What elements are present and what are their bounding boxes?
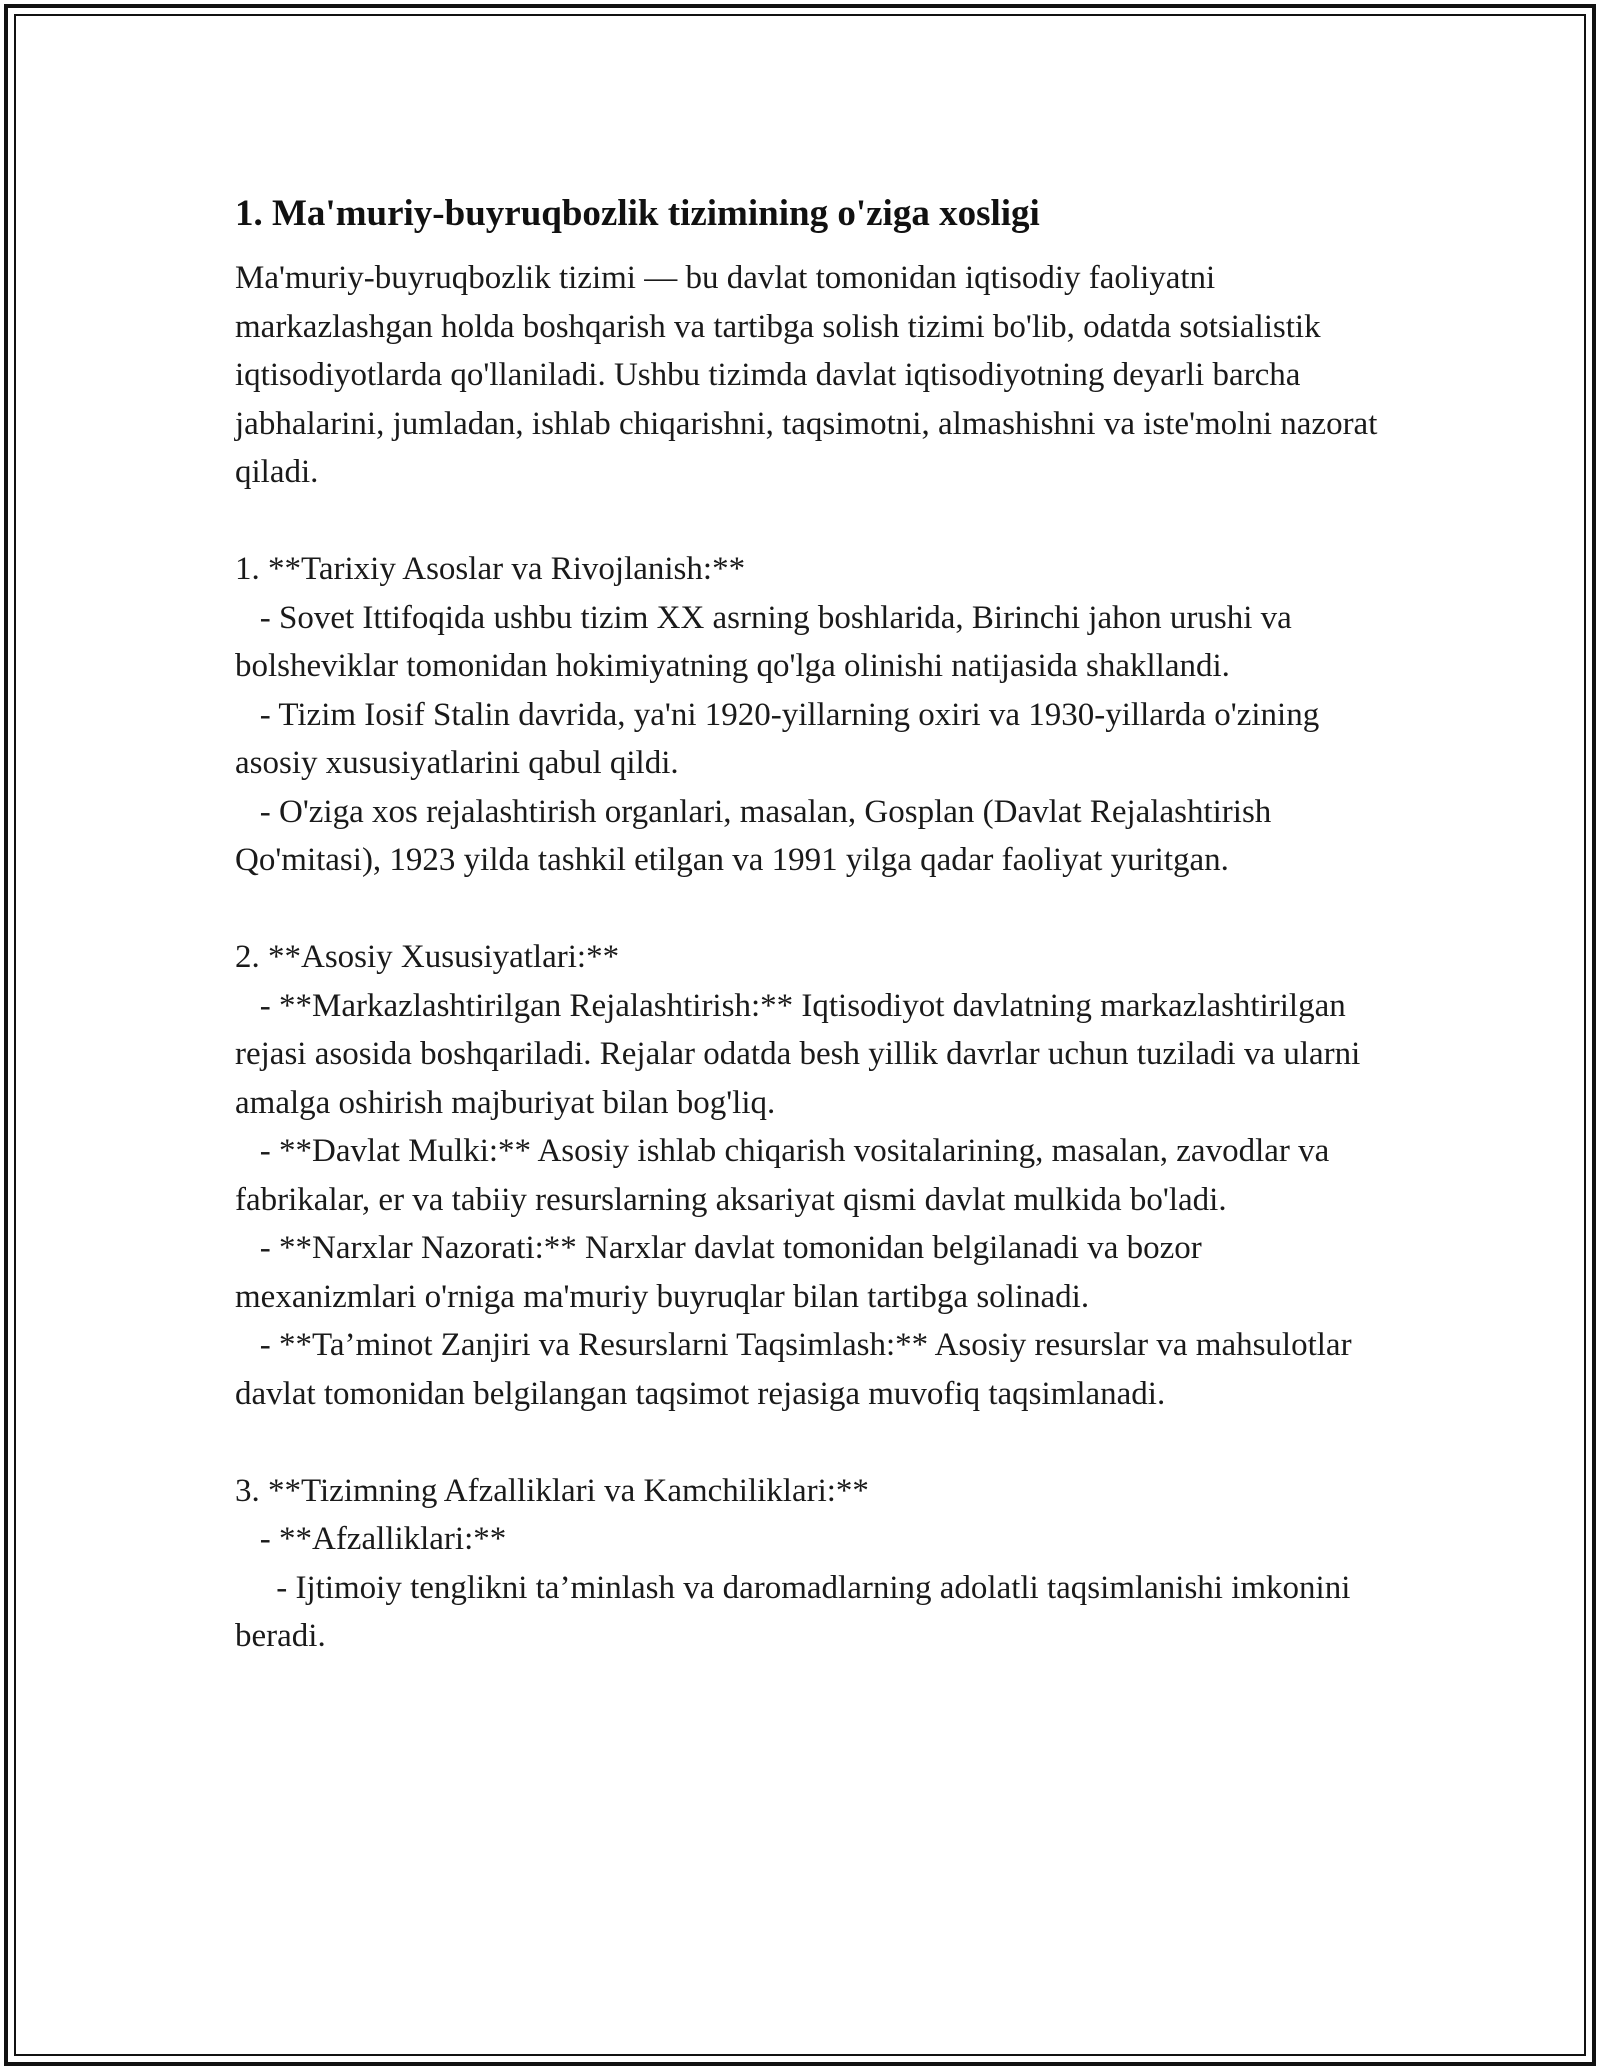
- intro-paragraph: Ma'muriy-buyruqbozlik tizimi — bu davlat tomonidan iqtisodiy faoliyatni markazlashgan holda boshqarish va tartibga solish tizimi bo'lib, odatda sotsialistik iqtisodiyotlarda qo'llaniladi. Ushbu tizimda davlat iqtisodiyotning deyarli barcha jabhalarini, jumladan, ishlab chiqarishni, taqsimotni, almashishni va iste'molni nazorat qiladi.: [235, 260, 1386, 490]
- list-item: - Ijtimoiy tenglikni ta’minlash va daromadlarning adolatli taqsimlanishi imkonini beradi.: [235, 1569, 1359, 1654]
- section-title: 1. **Tarixiy Asoslar va Rivojlanish:**: [235, 551, 746, 587]
- list-item: - O'ziga xos rejalashtirish organlari, masalan, Gosplan (Davlat Rejalashtirish Qo'mitasi), 1923 yilda tashkil etilgan va 1991 yilga qadar faoliyat yuritgan.: [235, 793, 1280, 878]
- section-title: 3. **Tizimning Afzalliklari va Kamchiliklari:**: [235, 1472, 869, 1509]
- section-title: 2. **Asosiy Xususiyatlari:**: [235, 939, 620, 975]
- list-item: - **Afzalliklari:**: [235, 1521, 507, 1557]
- list-item: - **Markazlashtirilgan Rejalashtirish:** Iqtisodiyot davlatning markazlashtirilgan rejasi asosida boshqariladi. Rejalar odatda besh yillik davrlar uchun tuziladi va ularni amalga oshirish majburiyat bilan bog'liq.: [235, 987, 1369, 1121]
- section-pros-cons: [235, 1467, 1385, 1661]
- document-heading: 1. Ma'muriy-buyruqbozlik tizimining o'ziga xosligi: [235, 193, 1040, 234]
- list-item: - Tizim Iosif Stalin davrida, ya'ni 1920-yillarning oxiri va 1930-yillarda o'zining asosiy xususiyatlarini qabul qildi.: [235, 696, 1328, 781]
- list-item: - **Davlat Mulki:** Asosiy ishlab chiqarish vositalarining, masalan, zavodlar va fabrikalar, er va tabiiy resurslarning aksariyat qismi davlat mulkida bo'ladi.: [235, 1133, 1338, 1218]
- section-features: [235, 933, 1385, 1418]
- list-item: - **Narxlar Nazorati:** Narxlar davlat tomonidan belgilanadi va bozor mexanizmlari o'rniga ma'muriy buyruqlar bilan tartibga solinadi.: [235, 1230, 1210, 1315]
- section-history: [235, 545, 1385, 885]
- list-item: - Sovet Ittifoqida ushbu tizim XX asrning boshlarida, Birinchi jahon urushi va bolsheviklar tomonidan hokimiyatning qo'lga olinishi natijasida shakllandi.: [235, 599, 1301, 684]
- list-item: - **Ta’minot Zanjiri va Resurslarni Taqsimlash:** Asosiy resurslar va mahsulotlar davlat tomonidan belgilangan taqsimot rejasiga muvofiq taqsimlanadi.: [235, 1327, 1360, 1412]
- document-body: [235, 188, 1385, 1661]
